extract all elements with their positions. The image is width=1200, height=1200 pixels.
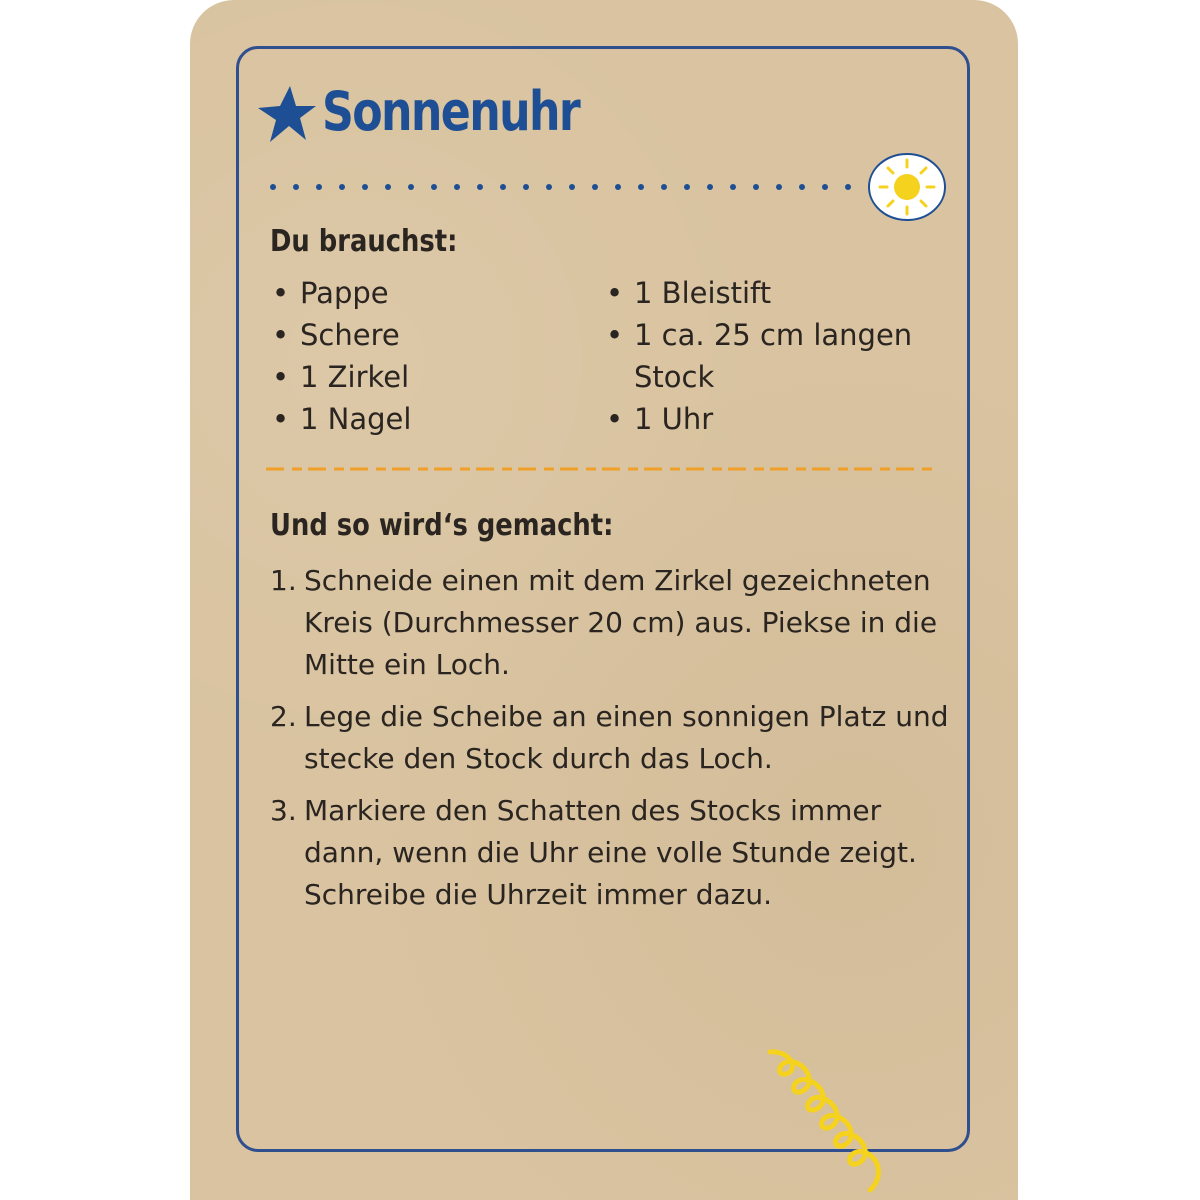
divider-dot	[592, 184, 598, 190]
materials-list-left	[270, 272, 570, 440]
divider-dot	[615, 184, 621, 190]
step-number: 1.	[270, 564, 297, 597]
card-title: Sonnenuhr	[322, 80, 580, 143]
list-item: • 1 ca. 25 cm langen Stock	[604, 314, 924, 398]
divider-dot	[822, 184, 828, 190]
divider-dot	[431, 184, 437, 190]
materials-list-right	[604, 272, 924, 440]
star-icon	[256, 84, 318, 146]
instructions-heading: Und so wird‘s gemacht:	[270, 508, 614, 543]
list-item: • 1 Uhr	[604, 398, 924, 440]
divider-dot	[799, 184, 805, 190]
spiral-doodle-icon	[760, 1040, 900, 1200]
divider-dot	[500, 184, 506, 190]
step-number: 2.	[270, 700, 297, 733]
divider-dot	[569, 184, 575, 190]
divider-dot	[408, 184, 414, 190]
divider-dot	[523, 184, 529, 190]
list-item: • 1 Zirkel	[270, 356, 570, 398]
step-number: 3.	[270, 794, 297, 827]
list-item: • 1 Nagel	[270, 398, 570, 440]
divider-dot	[661, 184, 667, 190]
step-1	[270, 560, 950, 686]
divider-dot	[546, 184, 552, 190]
list-item: • Pappe	[270, 272, 570, 314]
divider-dot	[753, 184, 759, 190]
sun-icon	[866, 152, 948, 222]
divider-dot	[707, 184, 713, 190]
divider-dot	[638, 184, 644, 190]
step-text: Lege die Scheibe an einen sonnigen Platz und stecke den Stock durch das Loch.	[304, 700, 949, 775]
divider-dot	[362, 184, 368, 190]
step-text: Schneide einen mit dem Zirkel gezeichneten Kreis (Durchmesser 20 cm) aus. Piekse in die Mitte ein Loch.	[304, 564, 938, 681]
divider-dot	[454, 184, 460, 190]
list-item: • 1 Bleistift	[604, 272, 924, 314]
divider-dot	[845, 184, 851, 190]
divider-dot	[477, 184, 483, 190]
step-text: Markiere den Schatten des Stocks immer dann, wenn die Uhr eine volle Stunde zeigt. Schreibe die Uhrzeit immer dazu.	[304, 794, 917, 911]
divider-dot	[684, 184, 690, 190]
step-2	[270, 696, 950, 780]
materials-heading: Du brauchst:	[270, 224, 458, 259]
divider-dot	[385, 184, 391, 190]
divider-dot	[339, 184, 345, 190]
divider-dot	[316, 184, 322, 190]
dashed-divider	[266, 466, 938, 472]
divider-dot	[776, 184, 782, 190]
step-3	[270, 790, 950, 916]
instructions-list	[270, 560, 950, 926]
divider-dot	[270, 184, 276, 190]
divider-dot	[293, 184, 299, 190]
divider-dot	[730, 184, 736, 190]
list-item: • Schere	[270, 314, 570, 356]
